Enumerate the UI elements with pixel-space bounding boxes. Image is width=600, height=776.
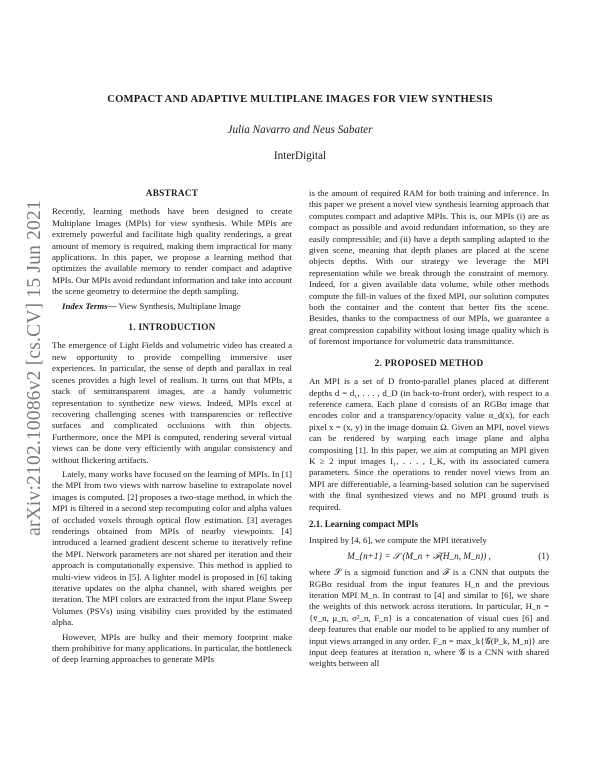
arxiv-stamp [24, 108, 46, 628]
subsection-paragraph: where 𝒮 is a sigmoid function and ℱ is a CNN that outputs the RGBα residual from the input features H_n and the previous iteration MPI M_n. In contrast to [4] and similar to [6], we share the weights of this network across iterations. In particular, H_n = {v̄_n, μ_n, σ²_n, F_n} is a concatenation of visual cues [6] and deep features that enable our model to be applied to any number of input views arranged in any order. F_n = max_k{𝒢(P_k, M_n)} are input deep features at iteration n, where 𝒢 is a CNN with shared weights between all [309, 567, 549, 669]
abstract-text: Recently, learning methods have been designed to create Multiplane Images (MPIs) for view synthesis. While MPIs are extremely powerful and facilitate high quality renderings, a great amount of memory is required, making them impractical for many applications. In this paper, we propose a learning method that optimizes the available memory to render compact and adaptive MPIs. Our MPIs avoid redundant information and take into account the scene geometry to determine the depth sampling. [52, 206, 292, 297]
equation-body: M_{n+1} = 𝒮 (M_n + ℱ(H_n, M_n)) , [347, 550, 491, 561]
intro-paragraph-1: The emergence of Light Fields and volumetric video has created a new opportunity to provide compelling immersive user experiences. In particular, the sense of depth and parallax in real scenes provides a high level of realism. It turns out that MPIs, a stack of semitransparent images, are a handy volumetric representation to synthetize new views. Indeed, MPIs excel at recovering challenging scenes with transparencies or reflective surfaces and complicated occlusions with thin objects. Furthermore, once the MPI is computed, rendering several virtual views can be done very efficiently with angular consistency and without flickering artifacts. [52, 340, 292, 465]
paper-authors: Julia Navarro and Neus Sabater [227, 124, 373, 136]
paper-affiliation: InterDigital [273, 150, 327, 162]
equation-1 [309, 551, 549, 562]
subsection-heading: 2.1. Learning compact MPIs [309, 518, 419, 529]
intro-continued: is the amount of required RAM for both training and inference. In this paper we present a novel view synthesis learning approach that computes compact and adaptive MPIs. This is, our MPIs (i) are as compact as possible and avoid redundant information, so they are easily compressible; and (ii) have a depth sampling adapted to the given scene, meaning that depth planes are placed at the scene objects depths. With our strategy we leverage the MPI representation while we break through the constraint of memory. Indeed, for a given available data volume, while other methods compute the fill-in values of the fixed MPI, our solution computes both the container and the content that better fits the scene. Besides, thanks to the compactness of our MPIs, we guarantee a great compression capability without losing image quality which is of foremost importance for volumetric data transmittance. [309, 188, 549, 347]
subsection-intro: Inspired by [4, 6], we compute the MPI iteratively [309, 535, 487, 546]
abstract-heading: ABSTRACT [145, 188, 199, 198]
intro-paragraph-2: Lately, many works have focused on the learning of MPIs. In [1] the MPI from two views with narrow baseline to extrapolate novel images is computed. [2] proposes a two-stage method, in which the MPI is filtered in a second step recomputing color and alpha values of occluded voxels through optical flow estimation. [3] averages renderings obtained from MPIs of nearby viewpoints. [4] introduced a learned gradient descent scheme to iteratively refine the MPI. Network parameters are not shared per iteration and their approach is computationally expensive. This method is applied to multi-view videos in [5]. A lighter model is proposed in [6] taking iterative updates on the alpha channel, with shared weights per iteration. The MPI colors are extracted from the input Plane Sweep Volumes (PSVs) using visibility cues provided by the estimated alpha. [52, 468, 292, 628]
index-terms-label: Index Terms— [62, 300, 117, 311]
index-terms [52, 301, 292, 312]
method-heading: 2. PROPOSED METHOD [374, 357, 484, 368]
left-column [52, 188, 292, 669]
index-terms-text: View Synthesis, Multiplane Image [116, 300, 241, 311]
method-paragraph: An MPI is a set of D fronto-parallel planes placed at different depths d = d₁, . . . , d_D (in back-to-front order), with respect to a reference camera. Each plane d consists of an RGBα image that encodes color and a transparency/opacity value α_d(x), for each pixel x = (x, y) in the image domain Ω. Given an MPI, novel views can be rendered by warping each image plane and alpha compositing [1]. In this paper, we aim at computing an MPI given K ≥ 2 input images I₁, . . . , I_K, with its associated camera parameters. Since the operations to render novel views from an MPI are differentiable, a learning-based solution can be supervised with the final synthesized views and no MPI ground truth is required. [309, 376, 549, 512]
arxiv-stamp-text: arXiv:2102.10086v2 [cs.CV] 15 Jun 2021 [24, 200, 45, 536]
equation-number: (1) [538, 550, 549, 561]
right-column [309, 188, 549, 673]
intro-heading: 1. INTRODUCTION [128, 322, 216, 333]
intro-paragraph-3: However, MPIs are bulky and their memory footprint make them prohibitive for many applications. In particular, the bottleneck of deep learning approaches to generate MPIs [52, 631, 292, 665]
paper-title: COMPACT AND ADAPTIVE MULTIPLANE IMAGES FOR VIEW SYNTHESIS [107, 94, 493, 105]
